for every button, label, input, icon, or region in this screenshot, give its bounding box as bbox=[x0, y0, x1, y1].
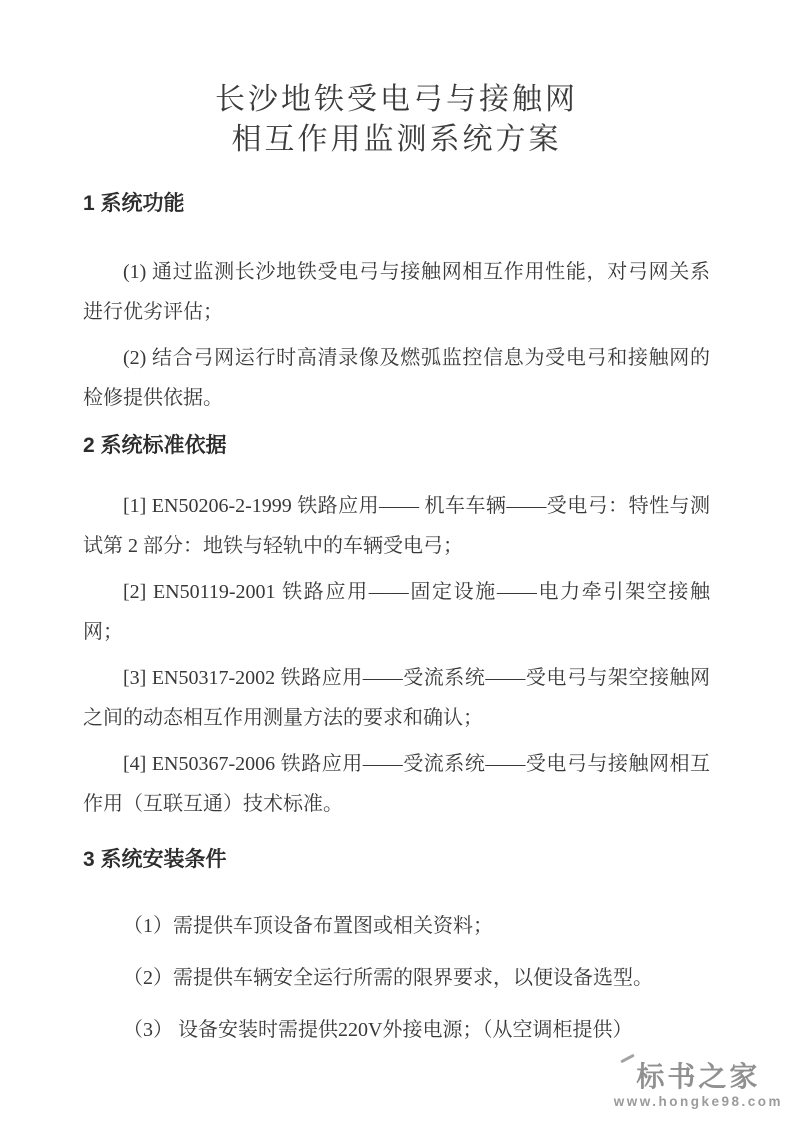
section-heading-2: 2 系统标准依据 bbox=[83, 434, 227, 457]
section-heading-1: 1 系统功能 bbox=[83, 192, 185, 215]
paragraph: (1) 通过监测长沙地铁受电弓与接触网相互作用性能，对弓网关系进行优劣评估； bbox=[83, 261, 710, 323]
section-system-functions bbox=[83, 190, 710, 418]
reference-item: [2] EN50119-2001 铁路应用——固定设施——电力牵引架空接触网； bbox=[83, 581, 710, 643]
document-title-line-1: 长沙地铁受电弓与接触网 bbox=[215, 83, 578, 116]
condition-item: （3） 设备安装时需提供220V外接电源；（从空调柜提供） bbox=[123, 1019, 633, 1041]
section-system-standards bbox=[83, 432, 710, 824]
document-title bbox=[83, 0, 710, 160]
reference-item: [3] EN50317-2002 铁路应用——受流系统——受电弓与架空接触网之间的动态相互作用测量方法的要求和确认； bbox=[83, 667, 710, 729]
condition-item: （1）需提供车顶设备布置图或相关资料； bbox=[123, 915, 493, 937]
section-heading-3: 3 系统安装条件 bbox=[83, 848, 227, 871]
reference-item: [1] EN50206-2-1999 铁路应用—— 机车车辆——受电弓：特性与测试第 2 部分：地铁与轻轨中的车辆受电弓； bbox=[83, 495, 710, 557]
reference-item: [4] EN50367-2006 铁路应用——受流系统——受电弓与接触网相互作用（互联互通）技术标准。 bbox=[83, 753, 710, 815]
watermark-brush-stroke-icon bbox=[620, 1054, 635, 1064]
section-installation-conditions bbox=[83, 846, 710, 1050]
condition-item: （2）需提供车辆安全运行所需的限界要求，以便设备选型。 bbox=[123, 967, 653, 989]
watermark-url: www.hongke98.com bbox=[613, 1094, 783, 1109]
paragraph: (2) 结合弓网运行时高清录像及燃弧监控信息为受电弓和接触网的检修提供依据。 bbox=[83, 347, 710, 409]
watermark bbox=[614, 1062, 783, 1110]
document-title-line-2: 相互作用监测系统方案 bbox=[231, 123, 562, 156]
watermark-brand bbox=[614, 1062, 783, 1092]
watermark-brand-text: 标书之家 bbox=[636, 1061, 761, 1092]
